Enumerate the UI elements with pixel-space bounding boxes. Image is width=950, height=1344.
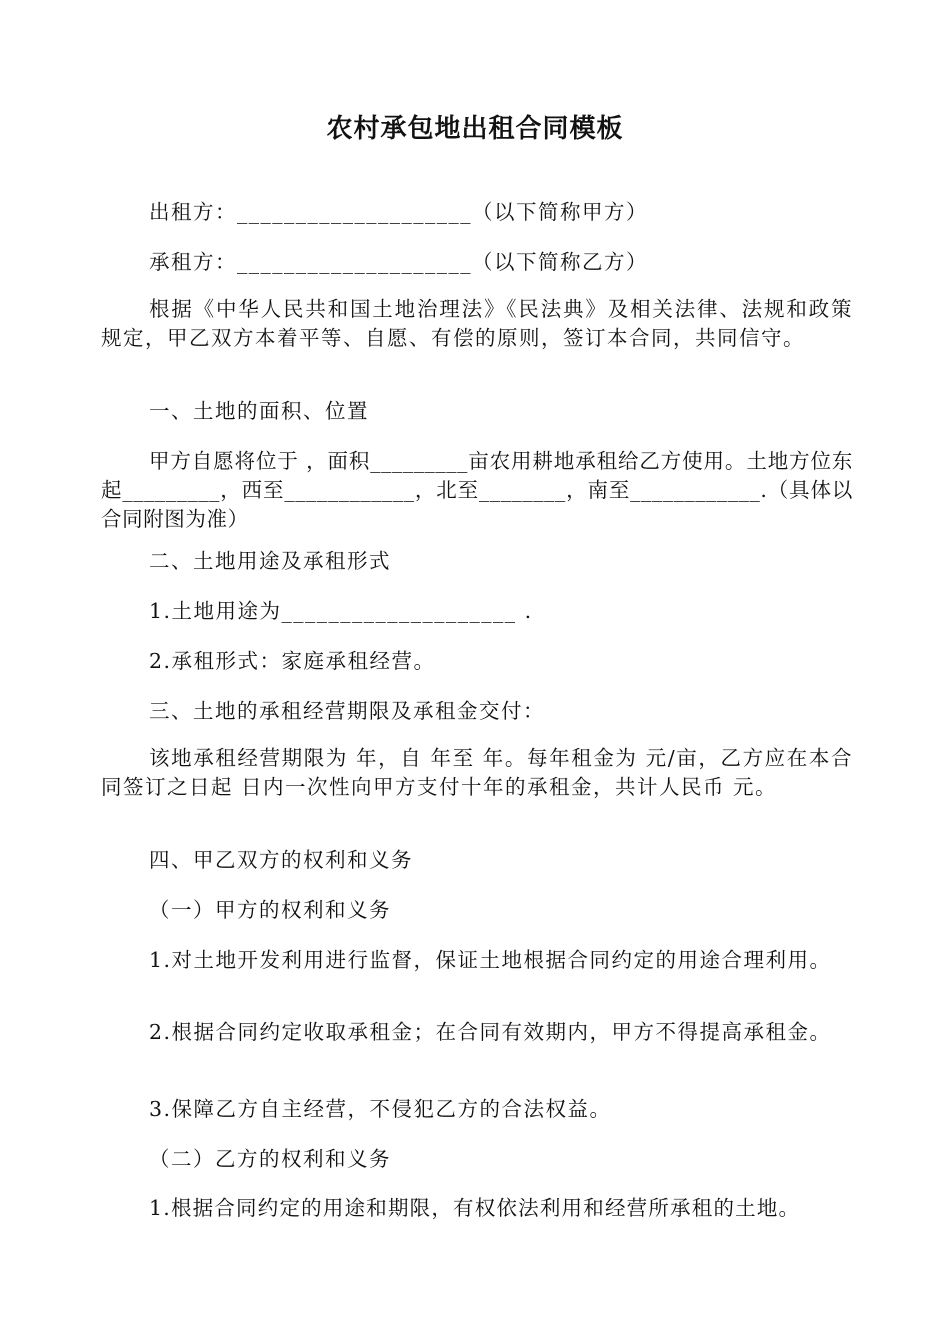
section-1-heading: 一、土地的面积、位置	[149, 399, 369, 423]
land-use-line: 1.土地用途为____________________ .	[149, 599, 533, 623]
section-4-heading: 四、甲乙双方的权利和义务	[149, 848, 413, 872]
lessee-line: 承租方：____________________（以下简称乙方）	[149, 250, 648, 274]
party-a-item-3: 3.保障乙方自主经营，不侵犯乙方的合法权益。	[149, 1097, 612, 1121]
lease-term-paragraph: 该地承租经营期限为 年，自 年至 年。每年租金为 元/亩，乙方应在本合同签订之日起 日内一次性向甲方支付十年的承租金，共计人民币 元。	[101, 746, 853, 799]
party-b-item-1: 1.根据合同约定的用途和期限，有权依法利用和经营所承租的土地。	[149, 1196, 801, 1220]
party-a-item-2: 2.根据合同约定收取承租金；在合同有效期内，甲方不得提高承租金。	[149, 1020, 832, 1044]
party-a-subheading: （一）甲方的权利和义务	[149, 898, 391, 922]
party-b-subheading: （二）乙方的权利和义务	[149, 1147, 391, 1171]
lease-form-line: 2.承租形式：家庭承租经营。	[149, 649, 436, 673]
section-3-heading: 三、土地的承租经营期限及承租金交付：	[149, 699, 545, 723]
party-a-item-1: 1.对土地开发利用进行监督，保证土地根据合同约定的用途合理利用。	[149, 948, 832, 972]
preamble-paragraph: 根据《中华人民共和国土地治理法》《民法典》及相关法律、法规和政策规定，甲乙双方本着平等、自愿、有偿的原则，签订本合同，共同信守。	[101, 297, 853, 350]
lessor-line: 出租方：____________________（以下简称甲方）	[149, 200, 648, 224]
document-title: 农村承包地出租合同模板	[326, 114, 624, 144]
land-location-paragraph: 甲方自愿将位于 ，面积_________亩农用耕地承租给乙方使用。土地方位东起_________，西至____________，北至________，南至____________.（具体以合同附图为准）	[101, 449, 853, 531]
section-2-heading: 二、土地用途及承租形式	[149, 549, 391, 573]
